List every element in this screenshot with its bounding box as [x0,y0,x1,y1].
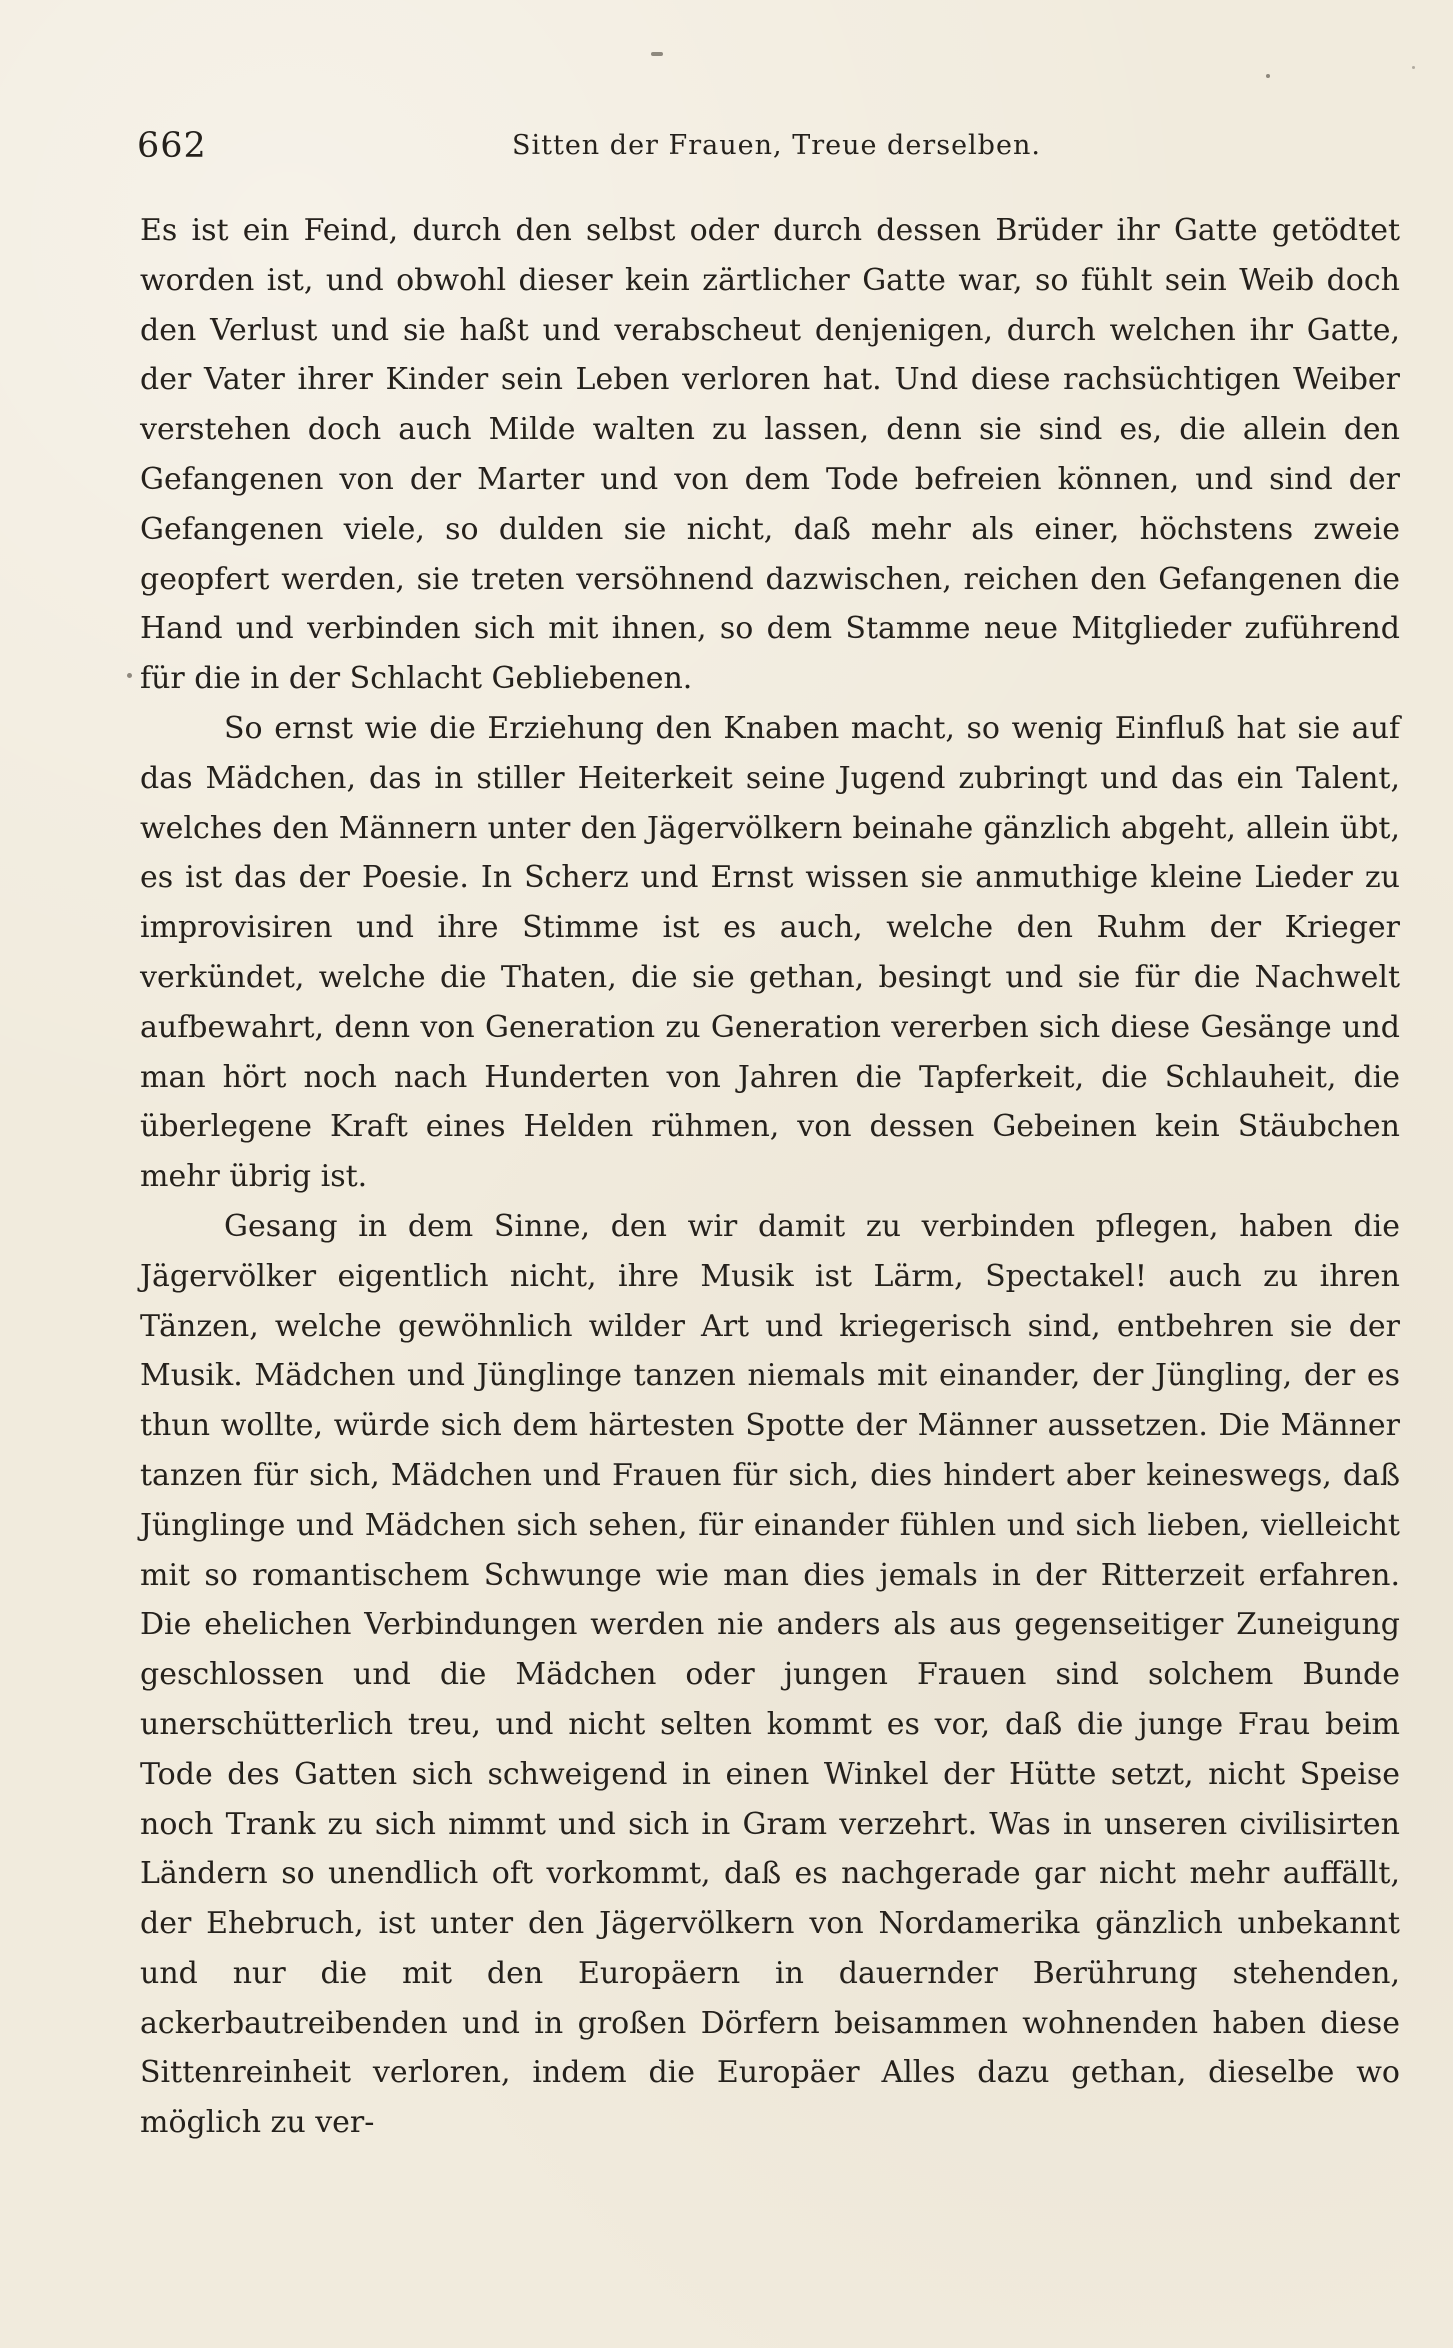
body-text [140,206,1400,2148]
ink-speck [1266,74,1270,78]
ink-speck [127,673,132,678]
running-title: Sitten der Frauen, Treue derselben. [512,130,1041,161]
ink-speck [651,52,663,56]
ink-speck [1412,66,1415,69]
paragraph-1: Es ist ein Feind, durch den selbst oder durch dessen Brüder ihr Gatte getödtet worden ist, und obwohl dieser kein zärtlicher Gatte war, so fühlt sein Weib doch den Verlust und sie haßt und verabscheut denjenigen, durch welchen ihr Gatte, der Vater ihrer Kinder sein Leben verloren hat. Und diese rachsüchtigen Weiber verstehen doch auch Milde walten zu lassen, denn sie sind es, die allein den Gefangenen von der Marter und von dem Tode befreien können, und sind der Gefangenen viele, so dulden sie nicht, daß mehr als einer, höchstens zweie geopfert werden, sie treten versöhnend dazwischen, reichen den Gefangenen die Hand und verbinden sich mit ihnen, so dem Stamme neue Mitglieder zuführend für die in der Schlacht Gebliebenen. [140,213,1400,697]
paragraph-3: Gesang in dem Sinne, den wir damit zu verbinden pflegen, haben die Jägervölker eigentlich nicht, ihre Musik ist Lärm, Spectakel! auch zu ihren Tänzen, welche gewöhnlich wilder Art und kriegerisch sind, entbehren sie der Musik. Mädchen und Jünglinge tanzen niemals mit einander, der Jüngling, der es thun wollte, würde sich dem härtesten Spotte der Männer aussetzen. Die Männer tanzen für sich, Mädchen und Frauen für sich, dies hindert aber keineswegs, daß Jünglinge und Mädchen sich sehen, für einander fühlen und sich lieben, vielleicht mit so romantischem Schwunge wie man dies jemals in der Ritterzeit erfahren. Die ehelichen Verbindungen werden nie anders als aus gegenseitiger Zuneigung geschlossen und die Mädchen oder jungen Frauen sind solchem Bunde unerschütterlich treu, und nicht selten kommt es vor, daß die junge Frau beim Tode des Gatten sich schweigend in einen Winkel der Hütte setzt, nicht Speise noch Trank zu sich nimmt und sich in Gram verzehrt. Was in unseren civilisirten Ländern so unendlich oft vorkommt, daß es nachgerade gar nicht mehr auffällt, der Ehebruch, ist unter den Jägervölkern von Nordamerika gänzlich unbekannt und nur die mit den Europäern in dauernder Berührung stehenden, ackerbautreibenden und in großen Dörfern beisammen wohnenden haben diese Sittenreinheit verloren, indem die Europäer Alles dazu gethan, dieselbe wo möglich zu ver- [140,1208,1400,2141]
paragraph-2: So ernst wie die Erziehung den Knaben macht, so wenig Einfluß hat sie auf das Mädchen, das in stiller Heiterkeit seine Jugend zubringt und das ein Talent, welches den Männern unter den Jägervölkern beinahe gänzlich abgeht, allein übt, es ist das der Poesie. In Scherz und Ernst wissen sie anmuthige kleine Lieder zu improvisiren und ihre Stimme ist es auch, welche den Ruhm der Krieger verkündet, welche die Thaten, die sie gethan, besingt und sie für die Nachwelt aufbewahrt, denn von Generation zu Generation vererben sich diese Gesänge und man hört noch nach Hunderten von Jahren die Tapferkeit, die Schlauheit, die überlegene Kraft eines Helden rühmen, von dessen Gebeinen kein Stäubchen mehr übrig ist. [140,710,1400,1195]
page-header [137,120,1407,176]
page-number: 662 [137,126,207,166]
